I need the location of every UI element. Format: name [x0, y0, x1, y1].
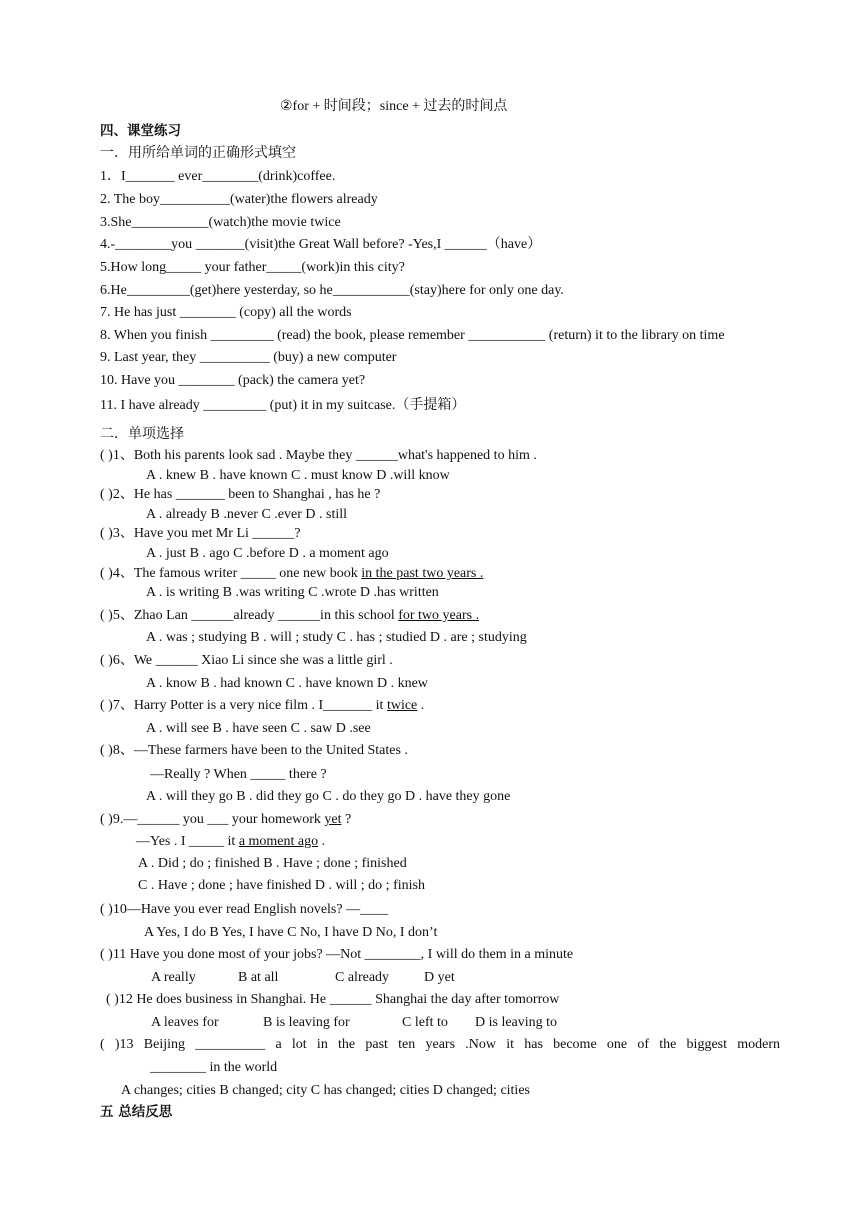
mc-q4-options: A . is writing B .was writing C .wrote D .has written	[146, 585, 439, 600]
mc-q7-stem-end: .	[417, 698, 425, 713]
note-line: ②for + 时间段；since + 过去的时间点	[280, 99, 508, 114]
mc-q13-stem: ( )13 Beijing __________ a lot in the past ten years .Now it has become one of the biggest modern	[100, 1037, 780, 1052]
mc-q4-underlined: in the past two years .	[361, 566, 484, 581]
mc-q9-options-1: A . Did ; do ; finished B . Have ; done ; finished	[138, 856, 407, 871]
mc-q12-option-b: B is leaving for	[263, 1015, 350, 1030]
mc-q9-stem	[100, 811, 351, 829]
mc-q10-options: A Yes, I do B Yes, I have C No, I have D No, I don’t	[144, 925, 438, 940]
mc-q8-line2: —Really ? When _____ there ?	[150, 767, 327, 782]
mc-q11-option-b: B at all	[238, 970, 279, 985]
mc-q13-options: A changes; cities B changed; city C has changed; cities D changed; cities	[121, 1083, 530, 1098]
mc-q11-option-d: D yet	[424, 970, 455, 985]
mc-q2-options: A . already B .never C .ever D . still	[146, 507, 348, 522]
fill-item-1: 1．I_______ ever________(drink)coffee.	[100, 169, 336, 184]
mc-q13-line2: ________ in the world	[150, 1060, 278, 1075]
mc-q9-underlined: yet	[324, 812, 342, 827]
mc-q7-stem	[100, 697, 424, 715]
mc-q9-line2-text: —Yes . I _____ it	[136, 834, 239, 849]
fill-item-11: 11. I have already _________ (put) it in my suitcase.（手提箱）	[100, 398, 466, 413]
mc-q7-options: A . will see B . have seen C . saw D .see	[146, 721, 371, 736]
mc-q3-stem: ( )3、Have you met Mr Li ______?	[100, 526, 301, 541]
mc-q6-options: A . know B . had known C . have known D . knew	[146, 676, 428, 691]
mc-q1-stem: ( )1、Both his parents look sad . Maybe they ______what's happened to him .	[100, 448, 537, 463]
mc-q8-options: A . will they go B . did they go C . do they go D . have they gone	[146, 789, 511, 804]
mc-q12-option-c: C left to	[402, 1015, 448, 1030]
section4-title: 四、课堂练习	[100, 123, 181, 139]
mc-q9-options-2: C . Have ; done ; have finished D . will ; do ; finish	[138, 878, 425, 893]
mc-q8-stem: ( )8、—These farmers have been to the United States .	[100, 743, 408, 758]
mc-q2-stem: ( )2、He has _______ been to Shanghai , has he ?	[100, 487, 381, 502]
fill-item-3: 3.She___________(watch)the movie twice	[100, 215, 341, 230]
mc-q11-option-c: C already	[335, 970, 390, 985]
fill-item-10: 10. Have you ________ (pack) the camera yet?	[100, 373, 366, 388]
mc-q9-line2	[136, 833, 325, 851]
mc-q5-underlined: for two years .	[398, 608, 480, 623]
fill-item-8: 8. When you finish _________ (read) the book, please remember ___________ (return) it to the library on time	[100, 328, 725, 343]
part1-title: 一．用所给单词的正确形式填空	[100, 146, 296, 161]
section5-title: 五 总结反思	[100, 1104, 173, 1120]
mc-q12-option-d: D is leaving to	[475, 1015, 558, 1030]
mc-q4-stem	[100, 565, 483, 583]
mc-q4-stem-text: ( )4、The famous writer _____ one new book	[100, 566, 362, 581]
mc-q3-options: A . just B . ago C .before D . a moment ago	[146, 546, 389, 561]
fill-item-6: 6.He_________(get)here yesterday, so he___________(stay)here for only one day.	[100, 283, 564, 298]
mc-q1-options: A . knew B . have known C . must know D .will know	[146, 468, 450, 483]
mc-q7-underlined: twice	[386, 698, 418, 713]
mc-q9-line2-end: .	[318, 834, 326, 849]
part2-title: 二．单项选择	[100, 427, 184, 442]
mc-q12-option-a: A leaves for	[151, 1015, 219, 1030]
fill-item-7: 7. He has just ________ (copy) all the words	[100, 305, 352, 320]
mc-q5-stem-text: ( )5、Zhao Lan ______already ______in this school	[100, 608, 399, 623]
mc-q9-stem-end: ?	[341, 812, 352, 827]
mc-q5-options: A . was ; studying B . will ; study C . has ; studied D . are ; studying	[146, 630, 527, 645]
mc-q5-stem	[100, 607, 479, 625]
fill-item-9: 9. Last year, they __________ (buy) a new computer	[100, 350, 397, 365]
mc-q9-stem-text: ( )9.—______ you ___ your homework	[100, 812, 325, 827]
fill-item-4: 4.-________you _______(visit)the Great Wall before? -Yes,I ______（have）	[100, 237, 542, 252]
mc-q11-stem: ( )11 Have you done most of your jobs? —Not ________, I will do them in a minute	[100, 947, 574, 962]
fill-item-5: 5.How long_____ your father_____(work)in this city?	[100, 260, 405, 275]
fill-item-2: 2. The boy__________(water)the flowers already	[100, 192, 378, 207]
mc-q9-line2-underlined: a moment ago	[238, 834, 319, 849]
mc-q7-stem-text: ( )7、Harry Potter is a very nice film . I_______ it	[100, 698, 387, 713]
mc-q6-stem: ( )6、We ______ Xiao Li since she was a little girl .	[100, 653, 393, 668]
mc-q10-stem: ( )10—Have you ever read English novels? —____	[100, 902, 389, 917]
mc-q12-stem: ( )12 He does business in Shanghai. He ______ Shanghai the day after tomorrow	[106, 992, 560, 1007]
mc-q11-option-a: A really	[151, 970, 196, 985]
